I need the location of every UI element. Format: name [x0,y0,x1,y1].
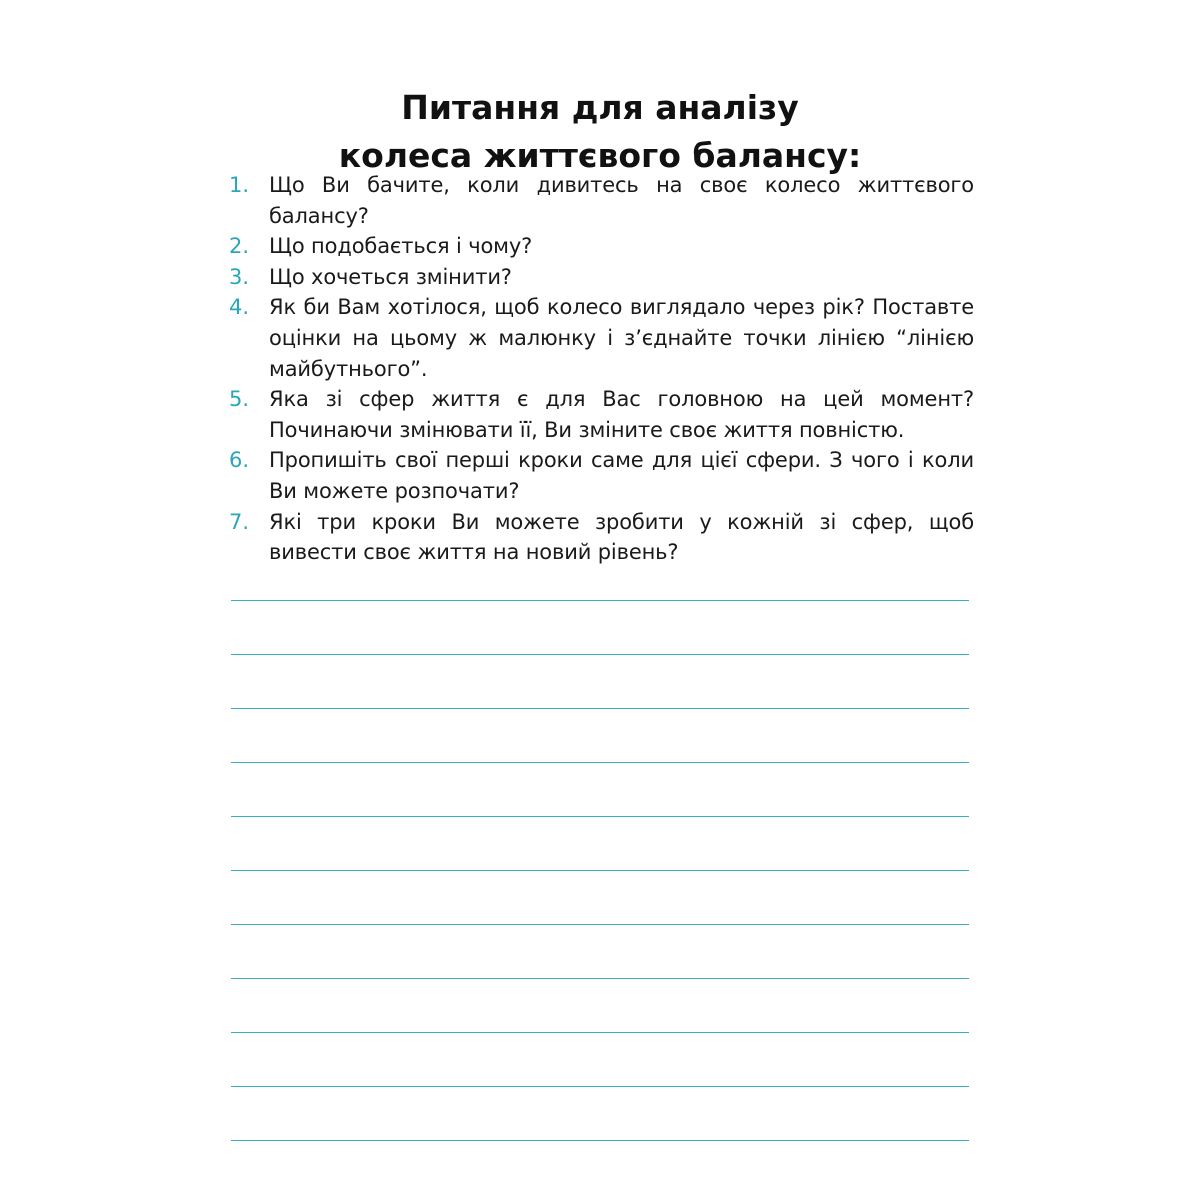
question-text: Що подобається і чому? [269,234,533,259]
question-text: Яка зі сфер життя є для Вас головною на цей момент? Починаючи змінювати її, Ви зміните своє життя повністю. [269,387,974,442]
page-title-line-2: колеса життєвого балансу: [338,136,862,176]
writing-line [231,1086,969,1087]
writing-line [231,708,969,709]
question-number: 3. [229,264,250,289]
writing-line [231,654,969,655]
page-title-line-1: Питання для аналізу [401,88,799,128]
writing-line [231,1140,969,1141]
question-text: Як би Вам хотілося, щоб колесо виглядало через рік? Поставте оцінки на цьому ж малюнку і з’єднайте точки лінією “лінією майбутнього”. [269,295,974,381]
writing-line [231,978,969,979]
writing-lines [231,0,969,1200]
writing-line [231,600,969,601]
question-number: 6. [229,448,250,473]
question-text: Пропишіть свої перші кроки саме для цієї сфери. З чого і коли Ви можете розпочати? [269,448,974,503]
writing-line [231,816,969,817]
question-text: Які три кроки Ви можете зробити у кожній зі сфер, щоб вивести своє життя на новий рівень? [269,509,974,565]
question-number: 5. [229,387,250,412]
writing-line [231,762,969,763]
writing-line [231,1032,969,1033]
question-number: 4. [229,295,250,320]
question-text: Що Ви бачите, коли дивитесь на своє колесо життєвого балансу? [269,173,974,228]
question-number: 2. [229,234,250,259]
question-number: 1. [229,173,250,197]
question-text: Що хочеться змінити? [269,264,512,289]
writing-line [231,924,969,925]
writing-line [231,870,969,871]
question-number: 7. [229,509,250,534]
